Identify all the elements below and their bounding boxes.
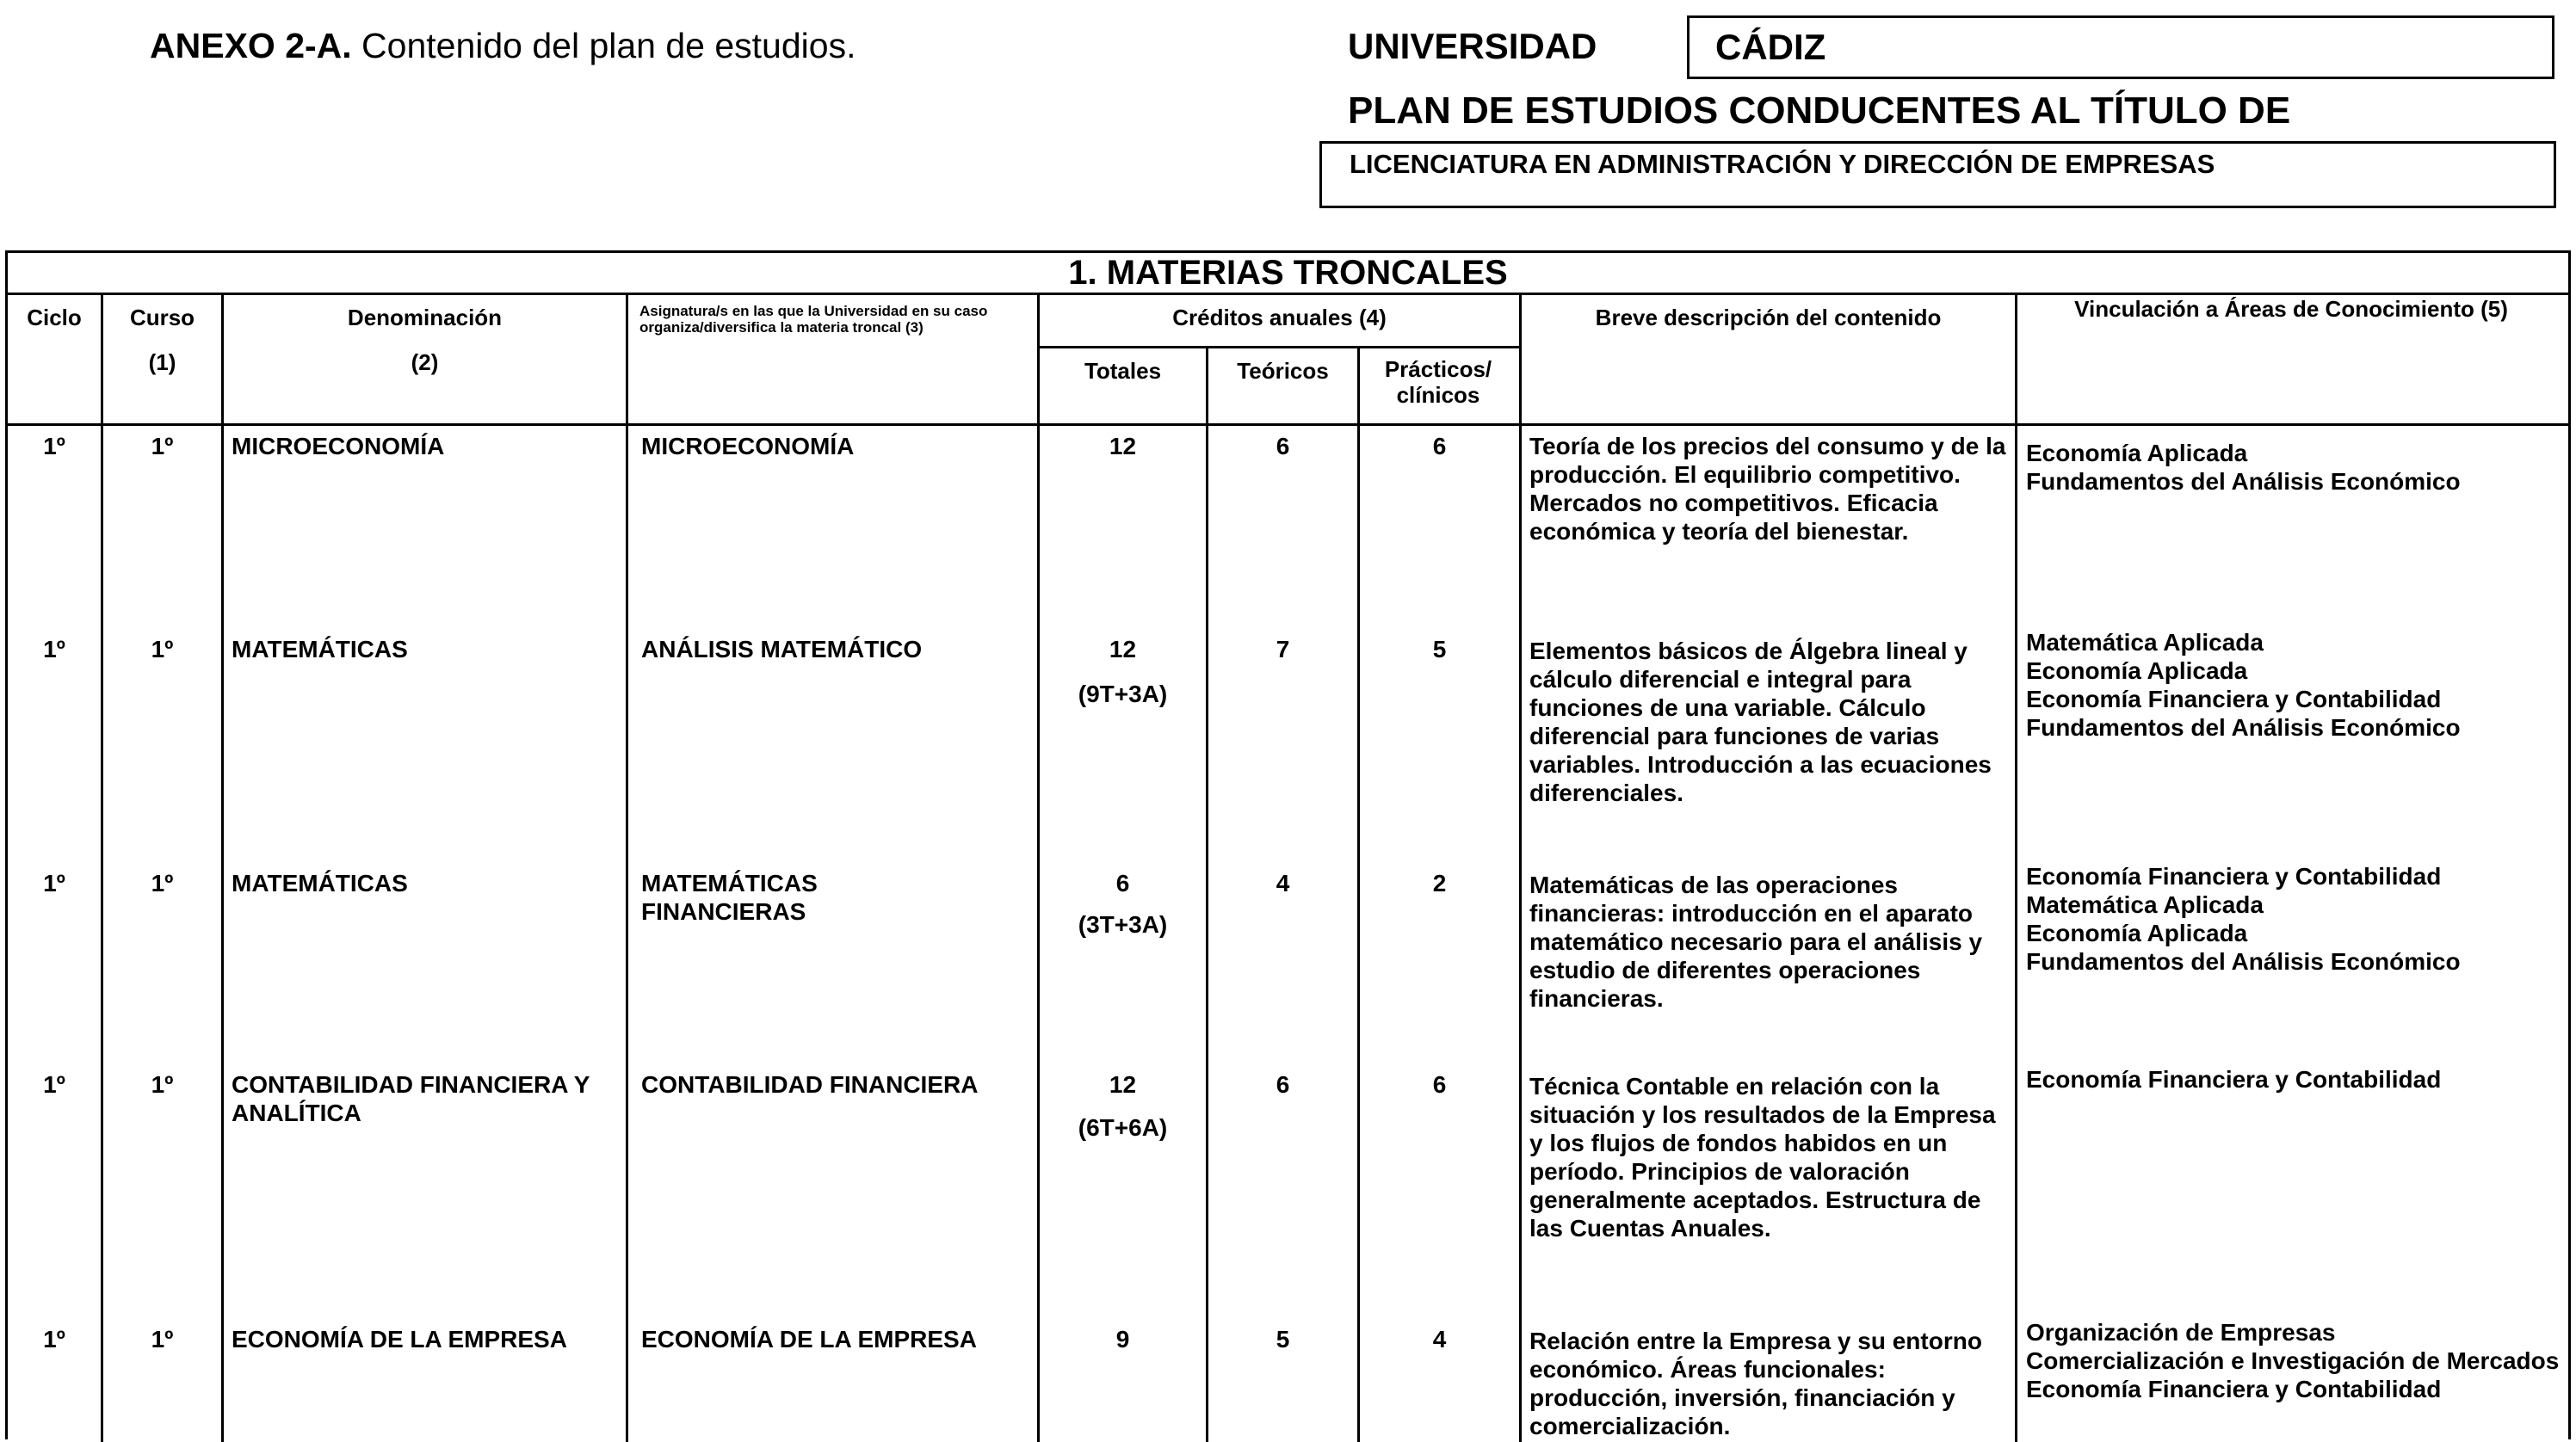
cell-ciclo: 1º	[43, 1326, 65, 1353]
cell-ciclo: 1º	[43, 636, 65, 662]
cell-denominacion: CONTABILIDAD FINANCIERA Y ANALÍTICA	[232, 1071, 590, 1126]
cell-asignatura: CONTABILIDAD FINANCIERA	[641, 1071, 979, 1098]
cell-areas: Economía Aplicada Fundamentos del Análisis Económico	[2026, 440, 2461, 495]
cell-areas: Economía Financiera y Contabilidad Matemática Aplicada Economía Aplicada Fundamentos del Análisis Económico	[2026, 863, 2461, 975]
table-line	[101, 293, 103, 1442]
annex-description: Contenido del plan de estudios.	[351, 26, 856, 65]
table-line	[1519, 293, 1522, 1442]
section-title: 1. MATERIAS TRONCALES	[1068, 254, 1508, 292]
table-line	[2015, 293, 2017, 1442]
cell-denominacion: ECONOMÍA DE LA EMPRESA	[232, 1326, 567, 1353]
cell-totales: 6	[1115, 870, 1130, 897]
degree-title: LICENCIATURA EN ADMINISTRACIÓN Y DIRECCIÓN DE EMPRESAS	[1350, 149, 2215, 179]
col-header-denominacion: Denominación	[347, 305, 503, 330]
annex-heading	[150, 26, 856, 66]
cell-areas: Matemática Aplicada Economía Aplicada Economía Financiera y Contabilidad Fundamentos del Análisis Económico	[2026, 629, 2461, 741]
table-line	[8, 423, 2568, 426]
university-label: UNIVERSIDAD	[1348, 26, 1597, 66]
cell-curso: 1º	[151, 1071, 174, 1098]
cell-totales: 12	[1109, 1071, 1137, 1098]
cell-ciclo: 1º	[43, 1071, 65, 1098]
table-line	[626, 293, 628, 1442]
cell-denominacion: MICROECONOMÍA	[232, 433, 445, 459]
cell-totales-note: (6T+6A)	[1078, 1114, 1168, 1141]
col-header-totales: Totales	[1084, 358, 1162, 384]
annex-number: ANEXO 2-A.	[150, 26, 352, 65]
cell-curso: 1º	[151, 870, 174, 897]
cell-curso: 1º	[151, 433, 174, 459]
cell-areas: Economía Financiera y Contabilidad	[2026, 1066, 2442, 1093]
subjects-table	[5, 250, 2571, 1439]
cell-descripcion: Matemáticas de las operaciones financieras: introducción en el aparato matemático necesario para el análisis y estudio de diferentes operaciones financieras.	[1529, 872, 1983, 1012]
cell-totales-note: (9T+3A)	[1078, 681, 1168, 707]
table-line	[221, 293, 224, 1442]
cell-practicos: 2	[1432, 870, 1447, 897]
cell-totales-note: (3T+3A)	[1078, 911, 1168, 938]
cell-teoricos: 5	[1276, 1326, 1290, 1353]
cell-totales: 12	[1109, 433, 1137, 459]
col-header-asignatura: Asignatura/s en las que la Universidad en su caso organiza/diversifica la materia troncal (3)	[639, 303, 988, 336]
cell-practicos: 6	[1432, 433, 1447, 459]
cell-teoricos: 6	[1276, 433, 1290, 459]
col-header-practicos: Prácticos/ clínicos	[1384, 356, 1492, 408]
cell-curso: 1º	[151, 636, 174, 662]
col-header-descripcion: Breve descripción del contenido	[1595, 305, 1942, 330]
cell-denominacion: MATEMÁTICAS	[232, 636, 408, 662]
col-header-ciclo: Ciclo	[27, 305, 82, 330]
degree-title-box	[1319, 141, 2556, 208]
cell-teoricos: 7	[1276, 636, 1290, 662]
cell-teoricos: 6	[1276, 1071, 1290, 1098]
cell-descripcion: Técnica Contable en relación con la situación y los resultados de la Empresa y los flujos de fondos habidos en un período. Principios de valoración generalmente aceptados. Estructura de las Cuentas Anuales.	[1529, 1073, 1996, 1242]
cell-totales: 12	[1109, 636, 1137, 662]
cell-asignatura: ECONOMÍA DE LA EMPRESA	[641, 1326, 977, 1353]
cell-descripcion: Teoría de los precios del consumo y de la producción. El equilibrio competitivo. Mercados no competitivos. Eficacia económica y teoría del bienestar.	[1529, 433, 2006, 545]
col-header-denominacion-note: (2)	[411, 349, 439, 375]
cell-ciclo: 1º	[43, 870, 65, 897]
col-header-teoricos: Teóricos	[1237, 358, 1329, 384]
cell-practicos: 4	[1432, 1326, 1447, 1353]
cell-curso: 1º	[151, 1326, 174, 1353]
cell-asignatura: ANÁLISIS MATEMÁTICO	[641, 636, 923, 662]
cell-areas: Organización de Empresas Comercialización e Investigación de Mercados Economía Financiera y Contabilidad	[2026, 1319, 2560, 1402]
cell-totales: 9	[1115, 1326, 1130, 1353]
cell-teoricos: 4	[1276, 870, 1290, 897]
cell-descripcion: Relación entre la Empresa y su entorno económico. Áreas funcionales: producción, inversión, financiación y comercialización.	[1529, 1328, 1982, 1439]
col-header-curso-note: (1)	[148, 349, 176, 375]
cell-practicos: 5	[1432, 636, 1447, 662]
cell-descripcion: Elementos básicos de Álgebra lineal y cálculo diferencial e integral para funciones de una variable. Cálculo diferencial para funciones de varias variables. Introducción a las ecuaciones diferenciales.	[1529, 638, 1992, 806]
cell-practicos: 6	[1432, 1071, 1447, 1098]
cell-asignatura: MICROECONOMÍA	[641, 433, 855, 459]
plan-label: PLAN DE ESTUDIOS CONDUCENTES AL TÍTULO DE	[1348, 89, 2291, 132]
table-line	[1037, 346, 1522, 348]
table-line	[1037, 293, 1040, 1442]
cell-asignatura: MATEMÁTICAS FINANCIERAS	[641, 870, 818, 925]
col-header-creditos: Créditos anuales (4)	[1172, 305, 1387, 330]
university-value: CÁDIZ	[1715, 27, 1826, 67]
university-box	[1687, 15, 2554, 79]
col-header-curso: Curso	[129, 305, 195, 330]
cell-denominacion: MATEMÁTICAS	[232, 870, 408, 897]
table-line	[8, 293, 2568, 295]
col-header-vinculacion: Vinculación a Áreas de Conocimiento (5)	[2074, 296, 2508, 322]
cell-ciclo: 1º	[43, 433, 65, 459]
